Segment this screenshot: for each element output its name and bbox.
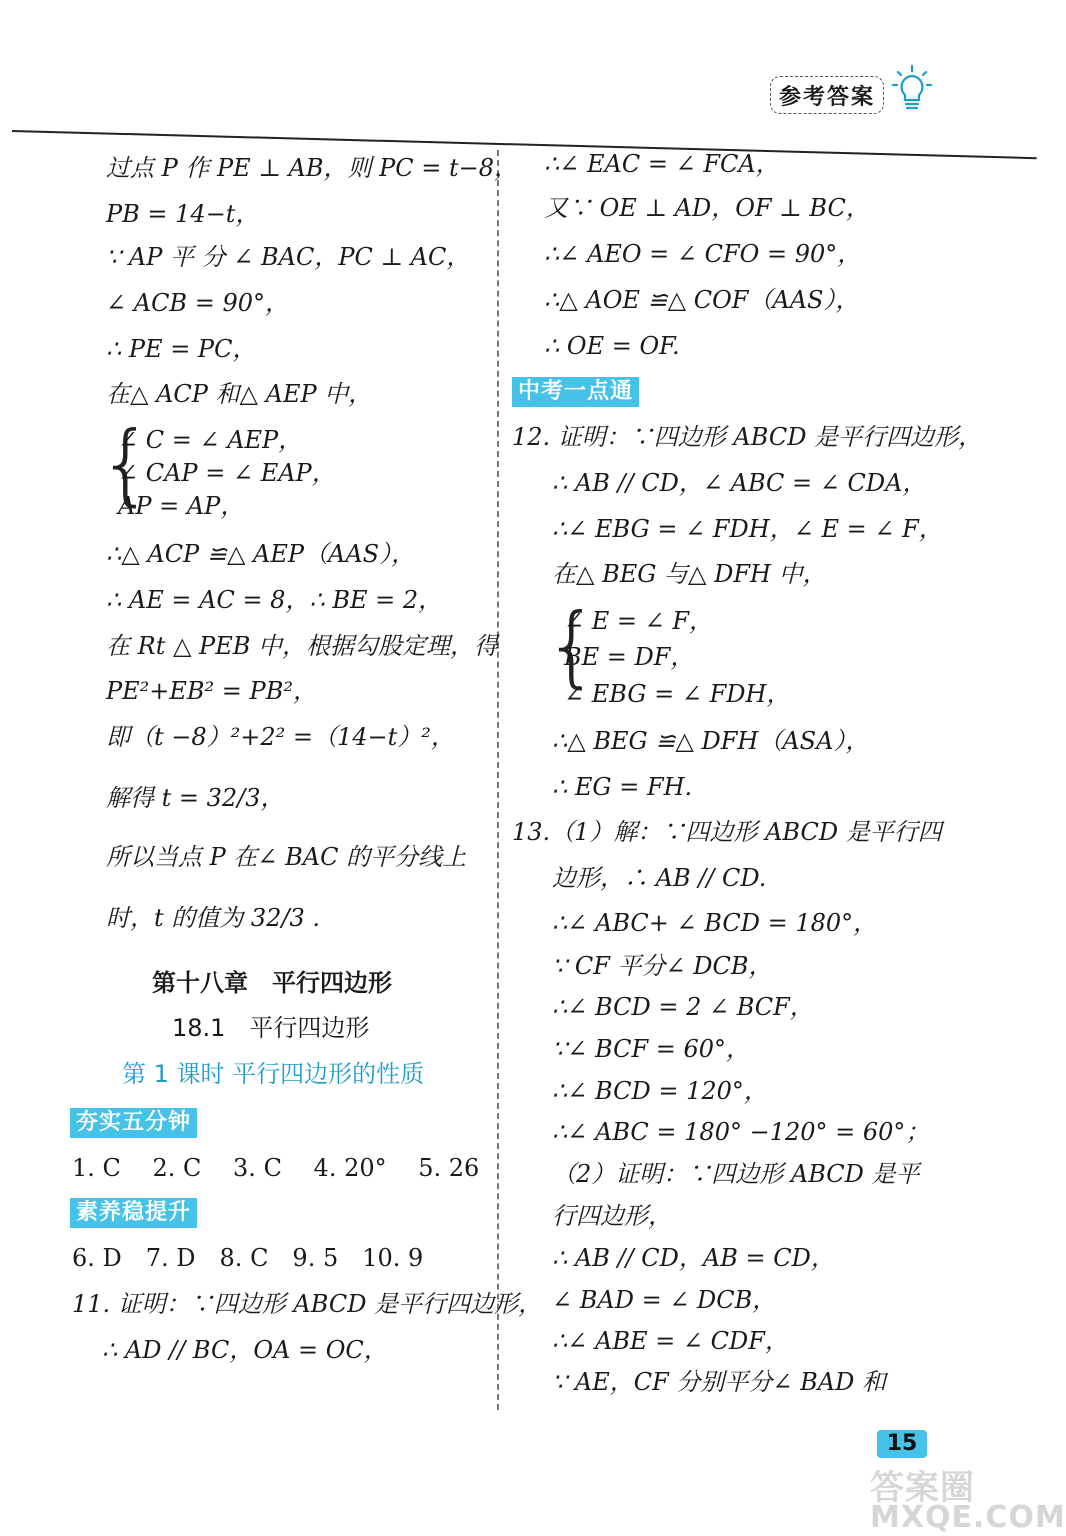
left-line: PE²+EB² = PB²， [106,677,317,705]
q13-line: 行四边形， [552,1202,672,1230]
watermark-url: MXQE.COM [870,1500,1066,1535]
lesson-title: 第 1 课时 平行四边形的性质 [122,1060,425,1088]
q13-line: ∴∠ BCD = 2 ∠ BCF， [552,993,814,1021]
system-brace-icon: { [98,412,154,515]
q12-line: ∴∠ EBG = ∠ FDH，∠ E = ∠ F， [552,515,943,543]
q13-line: ∴∠ BCD = 120°， [552,1077,768,1105]
chapter-title: 第十八章 平行四边形 [152,969,392,997]
q13-line: 13.（1）解：∵四边形 ABCD 是平行四 [512,818,942,846]
answers-line: 1. C 2. C 3. C 4. 20° 5. 26 [72,1154,480,1182]
watermark-text: 答案圈 [870,1468,975,1508]
left-line: 解得 t = 32/3， [106,784,285,812]
left-line: ∠ ACB = 90°， [106,289,289,317]
q11-line: 11. 证明：∵四边形 ABCD 是平行四边形， [72,1290,543,1318]
left-line: 过点 P 作 PE ⊥ AB，则 PC = t−8， [106,154,519,182]
left-line: 在 Rt △ PEB 中，根据勾股定理，得 [106,632,498,660]
left-line: ∴ PE = PC， [106,335,257,363]
q13-line: ∵ CF 平分∠ DCB， [552,952,773,980]
right-line: ∴△ AOE ≌△ COF（AAS）， [544,286,860,314]
badge-solid-five-minutes: 夯实五分钟 [70,1108,197,1138]
left-line: 时，t 的值为 32/3 . [106,904,321,932]
q11-line: ∴ AD // BC，OA = OC， [102,1336,388,1364]
left-line: ∴△ ACP ≌△ AEP（AAS）， [106,540,416,568]
left-line: ∴ AE = AC = 8，∴ BE = 2， [106,586,443,614]
q13-line: ∴∠ ABC+ ∠ BCD = 180°， [552,909,878,937]
answers-line: 6. D 7. D 8. C 9. 5 10. 9 [72,1244,424,1272]
section-title: 18.1 平行四边形 [172,1014,370,1042]
right-line: ∴ OE = OF. [544,332,680,360]
left-line: ∵ AP 平 分 ∠ BAC，PC ⊥ AC， [106,243,471,271]
q13-line: ∴∠ ABE = ∠ CDF， [552,1327,789,1355]
q12-line: ∴ AB // CD，∠ ABC = ∠ CDA， [552,469,927,497]
left-line: 即（t −8）²+2² =（14−t）²， [106,723,455,751]
badge-exam-tips: 中考一点通 [512,377,639,407]
left-line: PB = 14−t， [106,200,260,228]
left-line: 在△ ACP 和△ AEP 中， [106,380,373,408]
q13-line: ∠ BAD = ∠ DCB， [552,1286,777,1314]
q13-line: ∴ AB // CD，AB = CD， [552,1244,835,1272]
q13-line: 边形，∴ AB // CD. [552,864,767,892]
q12-line: BE = DF， [564,643,695,671]
q13-line: ∵ AE，CF 分别平分∠ BAD 和 [552,1368,886,1396]
system-brace-icon: { [544,594,600,697]
q12-line: ∠ EBG = ∠ FDH， [564,680,791,708]
right-line: ∴∠ EAC = ∠ FCA， [544,150,780,178]
column-divider [497,150,499,1410]
q12-line: ∠ E = ∠ F， [564,607,714,635]
right-line: ∴∠ AEO = ∠ CFO = 90°， [544,240,862,268]
left-line: AP = AP， [118,492,245,520]
answer-key-tag: 参考答案 [770,76,884,114]
q12-line: ∴ EG = FH. [552,773,693,801]
left-line: 所以当点 P 在∠ BAC 的平分线上 [106,843,467,871]
q12-line: 在△ BEG 与△ DFH 中， [552,560,827,588]
left-line: ∠ C = ∠ AEP， [118,426,303,454]
badge-literacy-boost: 素养稳提升 [70,1198,197,1228]
right-line: 又∵ OE ⊥ AD，OF ⊥ BC， [544,194,870,222]
q13-line: （2）证明：∵四边形 ABCD 是平 [552,1160,920,1188]
q13-line: ∵∠ BCF = 60°， [552,1035,751,1063]
q12-line: 12. 证明：∵四边形 ABCD 是平行四边形， [512,423,983,451]
q12-line: ∴△ BEG ≌△ DFH（ASA）， [552,727,870,755]
lightbulb-icon [890,64,934,114]
page-number: 15 [877,1430,927,1458]
q13-line: ∴∠ ABC = 180° −120° = 60°； [552,1118,930,1146]
left-line: ∠ CAP = ∠ EAP， [118,459,336,487]
